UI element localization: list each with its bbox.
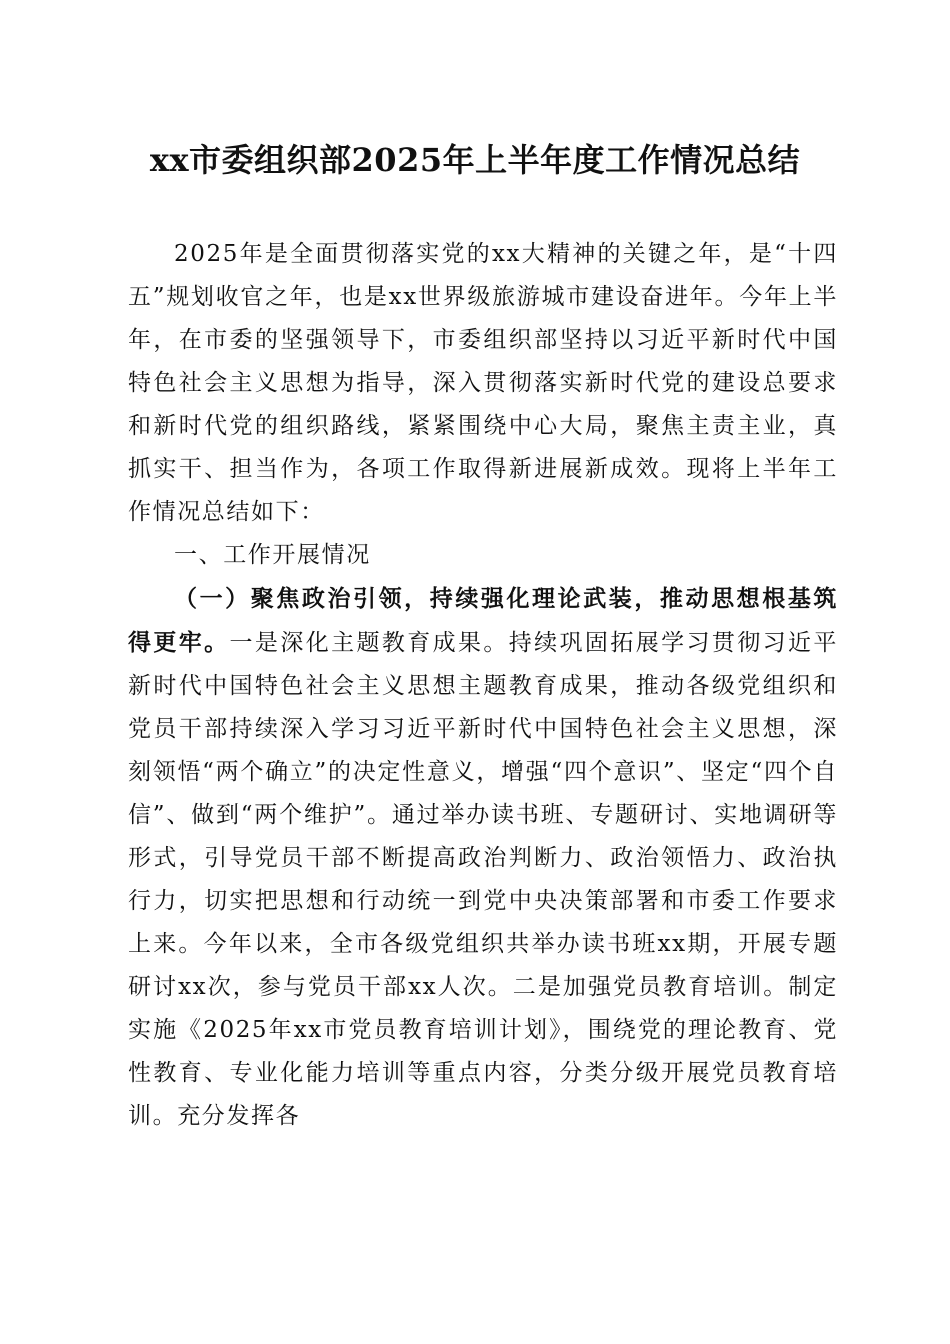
subsection-body: 一是深化主题教育成果。持续巩固拓展学习贯彻习近平新时代中国特色社会主义思想主题教育成果，推动各级党组织和党员干部持续深入学习习近平新时代中国特色社会主义思想，深刻领悟“两个确立”的决定性意义，增强“四个意识”、坚定“四个自信”、做到“两个维护”。通过举办读书班、专题研讨、实地调研等形式，引导党员干部不断提高政治判断力、政治领悟力、政治执行力，切实把思想和行动统一到党中央决策部署和市委工作要求上来。今年以来，全市各级党组织共举办读书班xx期，开展专题研讨xx次，参与党员干部xx人次。二是加强党员教育培训。制定实施《2025年xx市党员教育培训计划》，围绕党的理论教育、党性教育、专业化能力培训等重点内容，分类分级开展党员教育培训。充分发挥各 (128, 630, 838, 1129)
intro-paragraph: 2025年是全面贯彻落实党的xx大精神的关键之年，是“十四五”规划收官之年，也是xx世界级旅游城市建设奋进年。今年上半年，在市委的坚强领导下，市委组织部坚持以习近平新时代中国特色社会主义思想为指导，深入贯彻落实新时代党的建设总要求和新时代党的组织路线，紧紧围绕中心大局，聚焦主责主业，真抓实干、担当作为，各项工作取得新进展新成效。现将上半年工作情况总结如下： (128, 241, 838, 525)
subsection-paragraph (128, 577, 838, 1138)
subsection-lead: （一）聚焦政治引领，持续强化理论武装，推动思想根基筑得更牢。 (128, 585, 838, 656)
document-body (128, 233, 838, 1138)
section-heading: 一、工作开展情况 (174, 542, 371, 568)
document-title: xx市委组织部2025年上半年度工作情况总结 (149, 141, 801, 179)
